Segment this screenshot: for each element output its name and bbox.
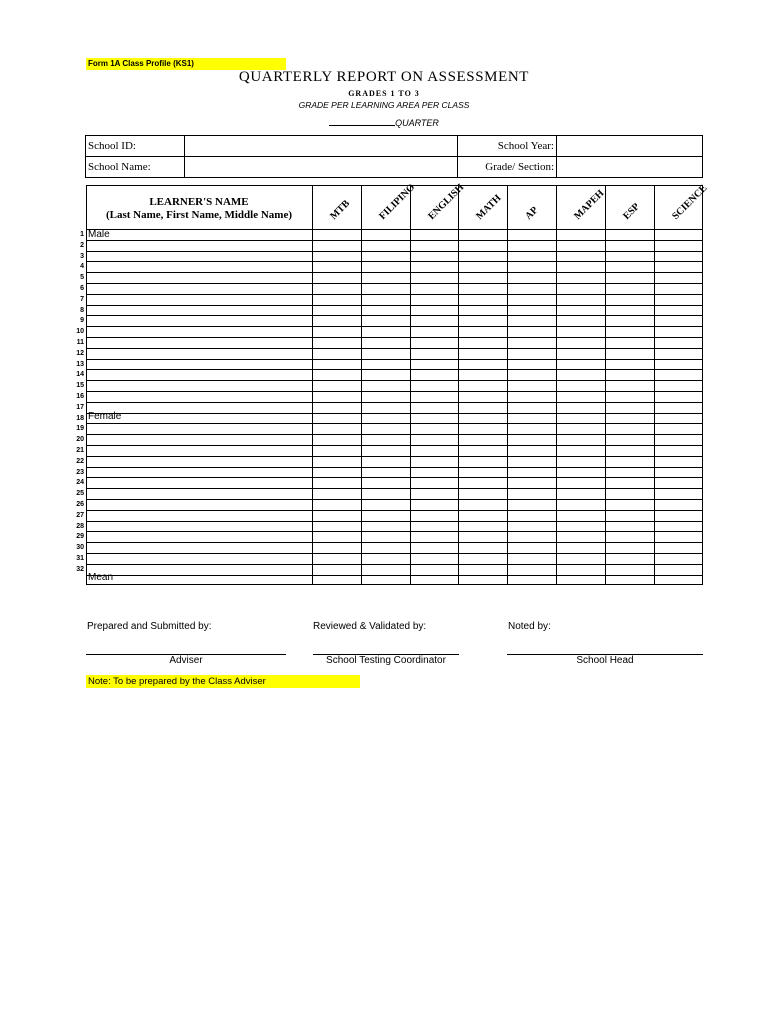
grades-label: GRADES 1 TO 3 — [348, 89, 420, 98]
row-divider — [86, 423, 703, 424]
grid-frame — [86, 185, 703, 585]
column-divider — [458, 185, 459, 585]
row-number: 11 — [76, 339, 84, 346]
row-divider — [86, 348, 703, 349]
column-divider — [361, 185, 362, 585]
row-number: 27 — [76, 511, 84, 519]
row-divider — [86, 251, 703, 252]
row-number: 6 — [80, 285, 84, 292]
row-number: 22 — [76, 457, 84, 465]
row-divider — [86, 564, 703, 565]
row-number: 31 — [76, 555, 84, 562]
row-divider — [86, 413, 703, 414]
row-divider — [86, 283, 703, 284]
grade-section-label: Grade/ Section: — [458, 157, 557, 178]
row-number: 2 — [80, 241, 84, 249]
school-name-label: School Name: — [86, 157, 185, 178]
name-column-divider — [312, 185, 313, 585]
row-number: 28 — [76, 522, 84, 530]
school-year-label: School Year: — [458, 136, 557, 157]
row-divider — [86, 575, 703, 576]
subject-header-math: MATH — [474, 192, 504, 222]
quarter-label: QUARTER — [395, 118, 439, 128]
row-number: 32 — [76, 565, 84, 573]
row-number: 14 — [76, 371, 84, 379]
row-number: 21 — [76, 447, 84, 454]
row-number: 16 — [76, 393, 84, 400]
subject-header-science: SCIENCE — [669, 182, 710, 222]
prepared-label: Prepared and Submitted by: — [87, 621, 212, 632]
row-divider — [86, 305, 703, 306]
row-number: 25 — [76, 490, 84, 498]
column-divider — [556, 185, 557, 585]
row-number: 17 — [76, 403, 84, 411]
subject-header-mtb: MTB — [328, 198, 353, 222]
row-divider — [86, 499, 703, 500]
row-number: 8 — [80, 306, 84, 314]
quarter-line — [0, 117, 768, 128]
row-divider — [86, 261, 703, 262]
quarter-blank[interactable] — [329, 117, 395, 126]
row-divider — [86, 240, 703, 241]
grade-section-field[interactable] — [557, 157, 703, 178]
row-number: 15 — [76, 382, 84, 390]
row-divider — [86, 337, 703, 338]
noted-label: Noted by: — [508, 621, 551, 632]
row-number: 12 — [76, 349, 84, 357]
row-divider — [86, 272, 703, 273]
page-subtitle: GRADE PER LEARNING AREA PER CLASS — [298, 100, 470, 110]
row-divider — [86, 456, 703, 457]
row-divider — [86, 315, 703, 316]
column-divider — [410, 185, 411, 585]
subject-header-ap: AP — [523, 204, 541, 222]
row-number: 7 — [80, 295, 84, 303]
row-number: 26 — [76, 501, 84, 508]
row-number: 9 — [80, 317, 84, 325]
adviser-note: Note: To be prepared by the Class Adviser — [86, 675, 360, 688]
row-divider — [86, 402, 703, 403]
row-divider — [86, 553, 703, 554]
row-divider — [86, 531, 703, 532]
row-number: 19 — [76, 425, 84, 433]
row-number: 30 — [76, 544, 84, 552]
row-number: 10 — [76, 328, 84, 336]
school-id-field[interactable] — [185, 136, 458, 157]
head-role: School Head — [576, 655, 634, 666]
assessment-grid — [76, 181, 710, 585]
row-number: 13 — [76, 360, 84, 368]
column-divider — [654, 185, 655, 585]
learner-name-header-line1: LEARNER'S NAME — [149, 196, 249, 208]
row-number: 4 — [80, 263, 84, 271]
school-info-table — [85, 135, 703, 178]
row-divider — [86, 488, 703, 489]
row-divider — [86, 326, 703, 327]
column-divider — [507, 185, 508, 585]
row-number: 20 — [76, 436, 84, 444]
row-number: 3 — [80, 252, 84, 260]
row-divider — [86, 521, 703, 522]
page-title: QUARTERLY REPORT ON ASSESSMENT — [238, 69, 530, 85]
row-number: 18 — [76, 414, 84, 422]
row-divider — [86, 467, 703, 468]
row-divider — [86, 434, 703, 435]
row-number: 23 — [76, 468, 84, 476]
row-divider — [86, 391, 703, 392]
row-divider — [86, 294, 703, 295]
row-number: 29 — [76, 533, 84, 541]
school-name-field[interactable] — [185, 157, 458, 178]
row-divider — [86, 369, 703, 370]
reviewed-label: Reviewed & Validated by: — [313, 621, 427, 632]
learner-name-header — [86, 185, 312, 229]
row-divider — [86, 542, 703, 543]
row-number: 24 — [76, 479, 84, 487]
subject-header-filipino: FILIPINO — [377, 182, 418, 222]
form-tag: Form 1A Class Profile (KS1) — [86, 58, 286, 70]
row-divider — [86, 380, 703, 381]
subject-header-esp: ESP — [621, 201, 642, 222]
coordinator-role: School Testing Coordinator — [326, 655, 446, 666]
school-year-field[interactable] — [557, 136, 703, 157]
row-number: 1 — [80, 231, 84, 238]
adviser-role: Adviser — [169, 655, 203, 666]
row-divider — [86, 477, 703, 478]
female-label: Female — [88, 411, 122, 422]
row-divider — [86, 445, 703, 446]
row-number: 5 — [80, 274, 84, 282]
column-divider — [605, 185, 606, 585]
learner-name-header-line2: (Last Name, First Name, Middle Name) — [105, 209, 293, 221]
row-divider — [86, 359, 703, 360]
row-divider — [86, 510, 703, 511]
school-id-label: School ID: — [86, 136, 185, 157]
subject-header-english: ENGLISH — [425, 181, 466, 222]
subject-header-mapeh: MAPEH — [572, 187, 607, 222]
mean-label: Mean — [88, 572, 114, 583]
header-divider — [86, 229, 703, 230]
male-label: Male — [88, 229, 110, 240]
